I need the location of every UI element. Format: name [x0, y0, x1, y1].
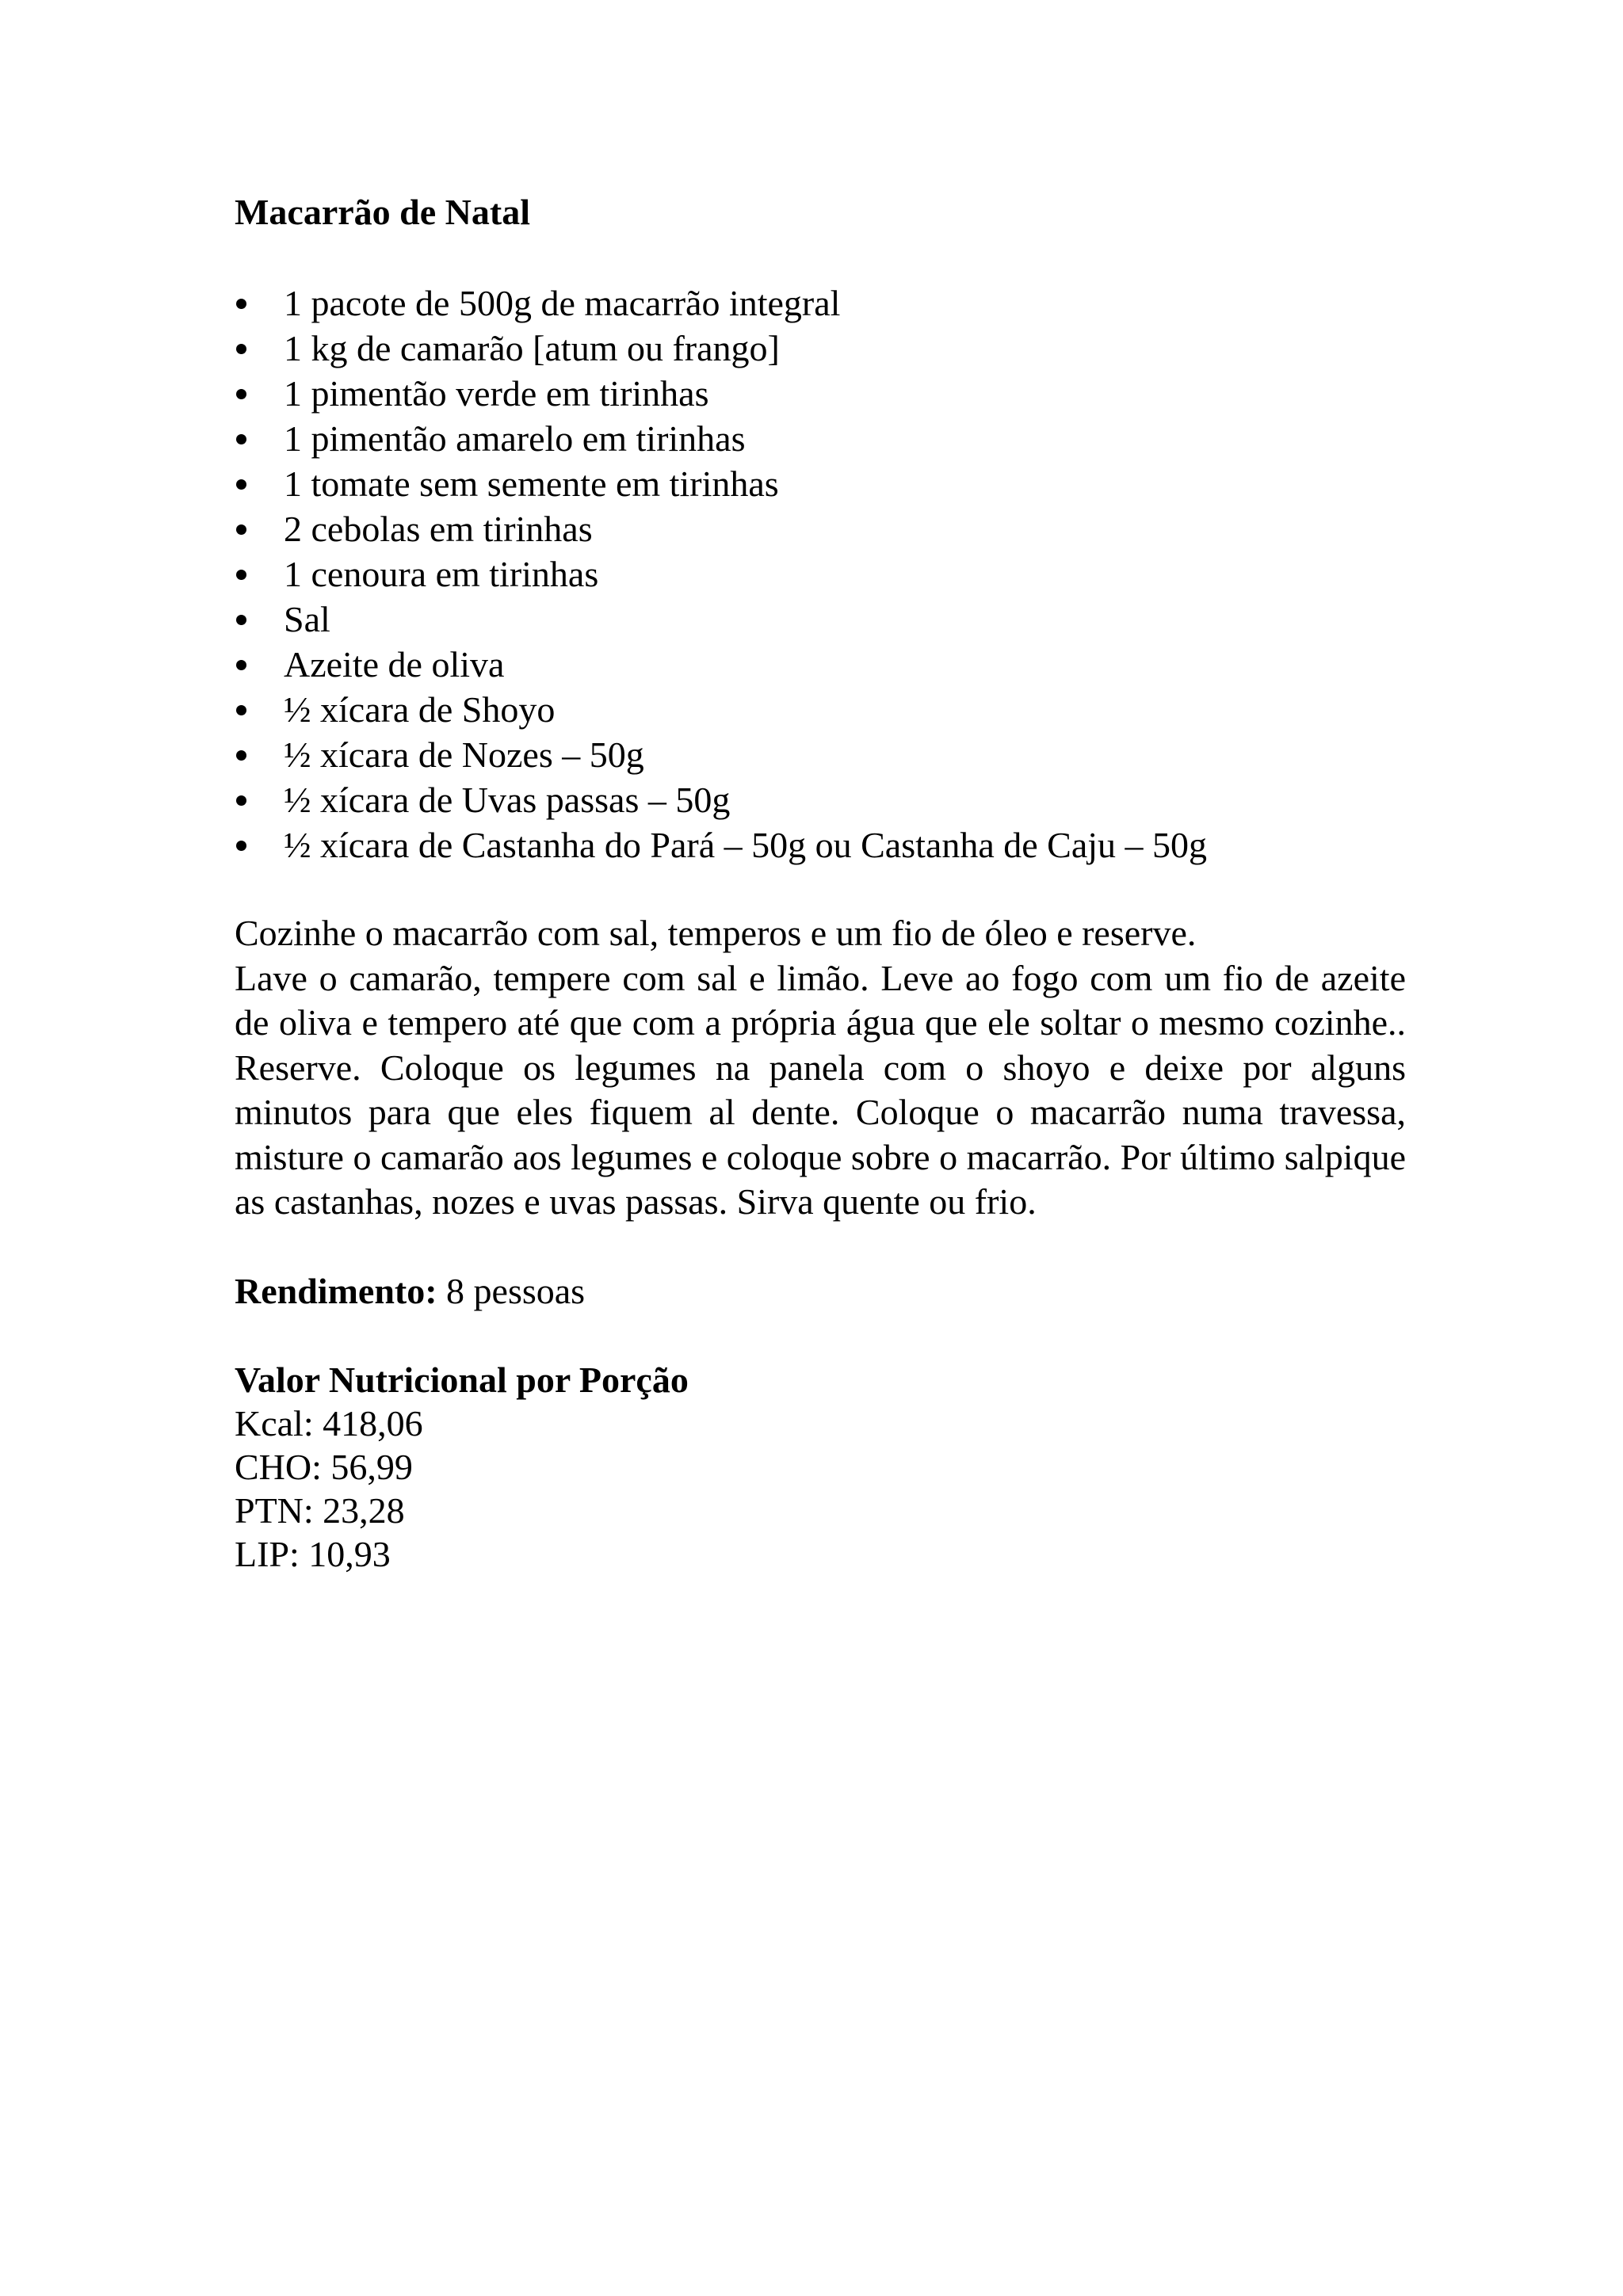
recipe-title: Macarrão de Natal	[235, 192, 530, 232]
ingredient-item: Azeite de oliva	[235, 642, 1406, 687]
bullet-icon	[236, 344, 246, 354]
bullet-icon	[236, 795, 246, 806]
bullet-icon	[236, 479, 246, 490]
ingredient-item: ½ xícara de Nozes – 50g	[235, 732, 1406, 777]
ingredient-item: 1 pimentão amarelo em tirinhas	[235, 416, 1406, 461]
ingredient-item: Sal	[235, 597, 1406, 642]
nutrition-row-lip: LIP: 10,93	[235, 1533, 391, 1574]
bullet-icon	[236, 570, 246, 580]
bullet-icon	[236, 434, 246, 444]
nutrition-section	[235, 1358, 1406, 1576]
method-first-line: Cozinhe o macarrão com sal, temperos e um fio de óleo e reserve.	[235, 913, 1197, 953]
nutrition-row-ptn: PTN: 23,28	[235, 1489, 405, 1531]
ingredient-item: ½ xícara de Shoyo	[235, 687, 1406, 732]
bullet-icon	[236, 841, 246, 851]
bullet-icon	[236, 389, 246, 399]
bullet-icon	[236, 299, 246, 309]
method-paragraph: Lave o camarão, tempere com sal e limão. Leve ao fogo com um fio de azeite de oliva e tempero até que com a própria água que ele soltar o mesmo cozinhe.. Reserve. Coloque os legumes na panela com o shoyo e deixe por alguns minutos para que eles fiquem al dente. Coloque o macarrão numa travessa, misture o camarão aos legumes e coloque sobre o macarrão. Por último salpique as castanhas, nozes e uvas passas. Sirva quente ou frio.	[235, 957, 1406, 1222]
nutrition-row-kcal: Kcal: 418,06	[235, 1402, 423, 1444]
preparation-method	[235, 911, 1406, 1225]
yield-value: 8 pessoas	[437, 1270, 586, 1311]
bullet-icon	[236, 750, 246, 761]
ingredient-list	[235, 280, 1406, 868]
yield-label: Rendimento:	[235, 1270, 437, 1311]
ingredient-item: 2 cebolas em tirinhas	[235, 506, 1406, 551]
ingredient-item: ½ xícara de Castanha do Pará – 50g ou Castanha de Caju – 50g	[235, 822, 1406, 868]
bullet-icon	[236, 615, 246, 625]
recipe-document	[235, 190, 1406, 1576]
bullet-icon	[236, 524, 246, 535]
nutrition-row-cho: CHO: 56,99	[235, 1446, 413, 1487]
ingredient-item: ½ xícara de Uvas passas – 50g	[235, 777, 1406, 822]
ingredient-item: 1 pimentão verde em tirinhas	[235, 371, 1406, 416]
nutrition-heading: Valor Nutricional por Porção	[235, 1359, 689, 1400]
ingredient-item: 1 pacote de 500g de macarrão integral	[235, 280, 1406, 326]
ingredient-item: 1 tomate sem semente em tirinhas	[235, 461, 1406, 506]
bullet-icon	[236, 660, 246, 670]
ingredient-item: 1 cenoura em tirinhas	[235, 551, 1406, 597]
bullet-icon	[236, 705, 246, 715]
ingredient-item: 1 kg de camarão [atum ou frango]	[235, 326, 1406, 371]
yield-line	[235, 1269, 1406, 1314]
